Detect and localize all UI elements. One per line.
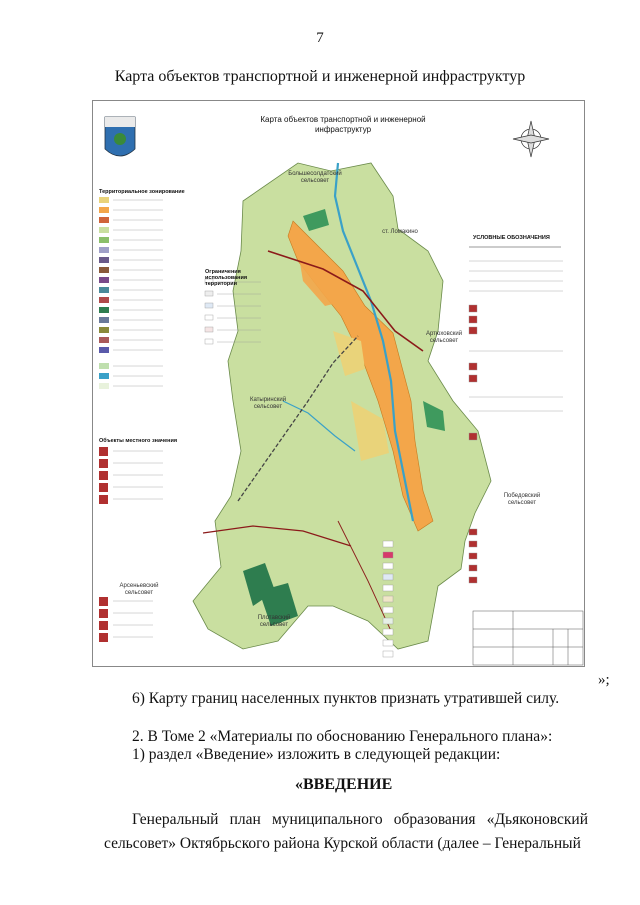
page-number: 7 — [316, 30, 324, 46]
map-heading: Карта объектов транспортной и инженерной инфраструктур — [114, 68, 526, 85]
paragraph-item-6: 6) Карту границ населенных пунктов признать утратившей силу. — [132, 690, 560, 707]
area-label-plotavsky: Плотавский сельсовет — [257, 615, 291, 628]
coat-of-arms-icon — [105, 117, 135, 156]
legend-right — [469, 247, 563, 583]
legend-right-title: УСЛОВНЫЕ ОБОЗНАЧЕНИЯ — [473, 235, 550, 241]
paragraph-razdel: 1) раздел «Введение» изложить в следующей редакции: — [132, 746, 501, 763]
paragraph-tome-2: 2. В Томе 2 «Материалы по обоснованию Генерального плана»: — [132, 728, 553, 745]
map-graphic — [93, 101, 585, 667]
map-title: Карта объектов транспортной и инженерной инфраструктур — [260, 115, 426, 134]
area-label-artyukhovsky: Артюховский сельсовет — [425, 331, 463, 344]
section-title: «ВВЕДЕНИЕ — [295, 776, 393, 793]
area-label-st-lomakino: ст. Ломакино — [382, 229, 418, 235]
territory-area — [193, 163, 491, 649]
legend-left-heading: Территориальное зонирование — [99, 189, 185, 195]
area-label-katyrinsky: Катыринский сельсовет — [249, 397, 287, 410]
area-label-arsenyevsky: Арсеньевский сельсовет — [119, 583, 159, 596]
area-label-bolshesoldatsky: Большесолдатский сельсовет — [288, 171, 342, 184]
title-block — [473, 611, 583, 665]
body-paragraph: Генеральный план муниципального образования «Дьяконовский сельсовет» Октябрьского района Курской области (далее – Генеральный — [104, 811, 588, 852]
legend-left — [99, 197, 163, 642]
closing-quote: »; — [598, 672, 610, 688]
compass-icon — [513, 121, 549, 157]
map-figure — [92, 100, 585, 667]
legend-left-heading-2: Объекты местного значения — [99, 438, 178, 444]
area-label-pobedovsky: Победовский сельсовет — [503, 493, 541, 506]
legend-center-heading: Ограничения использования территории — [205, 269, 248, 287]
